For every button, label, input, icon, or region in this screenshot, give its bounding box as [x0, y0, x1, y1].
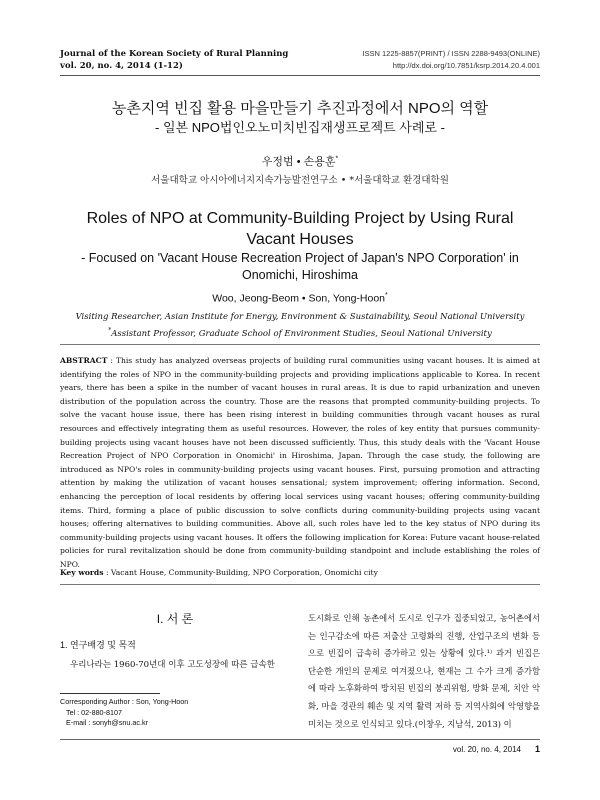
english-subtitle: - Focused on 'Vacant House Recreation Project of Japan's NPO Corporation' in Onomichi, Hiroshima [81, 251, 519, 282]
keywords-text: : Vacant House, Community-Building, NPO Corporation, Onomichi city [105, 568, 378, 577]
corresponding-author: Corresponding Author : Son, Yong-Hoon [60, 697, 189, 706]
footnote [60, 697, 188, 729]
journal-name: Journal of the Korean Society of Rural Planning [60, 49, 289, 59]
footer-divider [60, 739, 540, 740]
affiliation-second: *Assistant Professor, Graduate School of Environment Studies, Seoul National University [108, 327, 492, 339]
keywords [60, 568, 540, 577]
korean-title: 농촌지역 빈집 활용 마을만들기 추진과정에서 NPO의 역할 [111, 100, 489, 117]
korean-affiliation: 서울대학교 아시아에너지지속가능발전연구소 • *서울대학교 환경대학원 [151, 175, 449, 186]
author-tel: Tel : 02-880-8107 [66, 707, 122, 717]
page-number: 1 [534, 744, 540, 754]
keywords-bottom-divider [60, 584, 540, 585]
korean-authors: 우정범 • 손용훈* [261, 155, 339, 168]
english-title: Roles of NPO at Community-Building Project by Using Rural Vacant Houses [86, 210, 514, 248]
journal-header [60, 48, 288, 72]
header-divider [60, 75, 540, 76]
journal-volume: vol. 20, no. 4, 2014 (1-12) [60, 61, 183, 71]
subsection-heading: 1. 연구배경 및 목적 [60, 640, 136, 650]
footer-volume: vol. 20, no. 4, 2014 [452, 745, 521, 754]
english-authors: Woo, Jeong-Beom • Son, Yong-Hoon* [212, 292, 388, 305]
abstract-label: ABSTRACT [60, 356, 108, 365]
abstract [60, 354, 540, 572]
doi-link[interactable]: http://dx.doi.org/10.7851/ksrp.2014.20.4.001 [392, 61, 540, 70]
page-footer [453, 744, 540, 754]
korean-subtitle: - 일본 NPO법인오노미치빈집재생프로젝트 사례로 - [155, 120, 445, 135]
footnote-divider [60, 693, 160, 694]
abstract-top-divider [60, 344, 540, 345]
section-heading: I. 서 론 [156, 612, 194, 626]
affiliation-first: Visiting Researcher, Asian Institute for Energy, Environment & Sustainability, Seoul National University [75, 312, 525, 322]
right-column-text: 도시화로 인해 농촌에서 도시로 인구가 집중되었고, 농어촌에서는 인구감소에 따른 저출산 고령화의 진행, 산업구조의 변화 등으로 빈집이 급속히 증가하고 있는 상황에 있다.¹⁾ 과거 빈집은 단순한 개인의 문제로 여겨졌으나, 현재는 그 수가 크게 증가함에 따라 노후화하여 방치된 빈집의 붕괴위험, 방화 문제, 치안 악화, 마을 경관의 훼손 및 지역 활력 저하 등 지역사회에 악영향을 미치는 것으로 인식되고 있다.(이창우, 지남석, 2013) 이 [308, 613, 540, 729]
left-column-text: 우리나라는 1960-70년대 이후 고도성장에 따른 급속한 [70, 660, 275, 670]
issn: ISSN 1225-8857(PRINT) / ISSN 2288-9493(ONLINE) [362, 49, 540, 58]
author-email[interactable]: E-mail : sonyh@snu.ac.kr [66, 718, 148, 727]
english-affiliation [60, 310, 540, 341]
abstract-text: : This study has analyzed overseas projects of building rural communities using vacant houses. It is aimed at identifying the roles of NPO in the community-building projects and providing implications applicable to Korea. In recent years, there has been a spike in the number of vacant houses in rural areas. It is due to rapid urbanization and uneven distribution of the population across the country. Those are the reasons that prompted community-building projects. To solve the vacant house issue, there has been rising interest in building communities through vacant houses as rural resources and effectively integrating them as useful resources. However, the roles of key entity that pursues community-building projects using vacant houses have not been discussed sufficiently. Thus, this study deals with the 'Vacant House Recreation Project of NPO Corporation in Onomichi' in Hiroshima, Japan. Through the case study, the following are introduced as NPO's roles in community-building projects using vacant houses. First, pursuing promotion and attracting attention by making the utilization of vacant houses sensational; system improvement; offering information. Second, enhancing the perception of local residents by offering local services using vacant houses; offering community-building items. Third, forming a place of public discussion to solve conflicts during community-building projects using vacant houses; offering alternatives to building communities. Above all, such roles have led to the key status of NPO during its community-building projects using vacant houses. It offers the following implication for Korea: Future vacant house-related policies for rural revitalization should be done from community-building standpoint and include establishing the roles of NPO. [60, 356, 541, 569]
keywords-label: Key words [60, 568, 104, 577]
journal-identifiers [362, 48, 540, 72]
